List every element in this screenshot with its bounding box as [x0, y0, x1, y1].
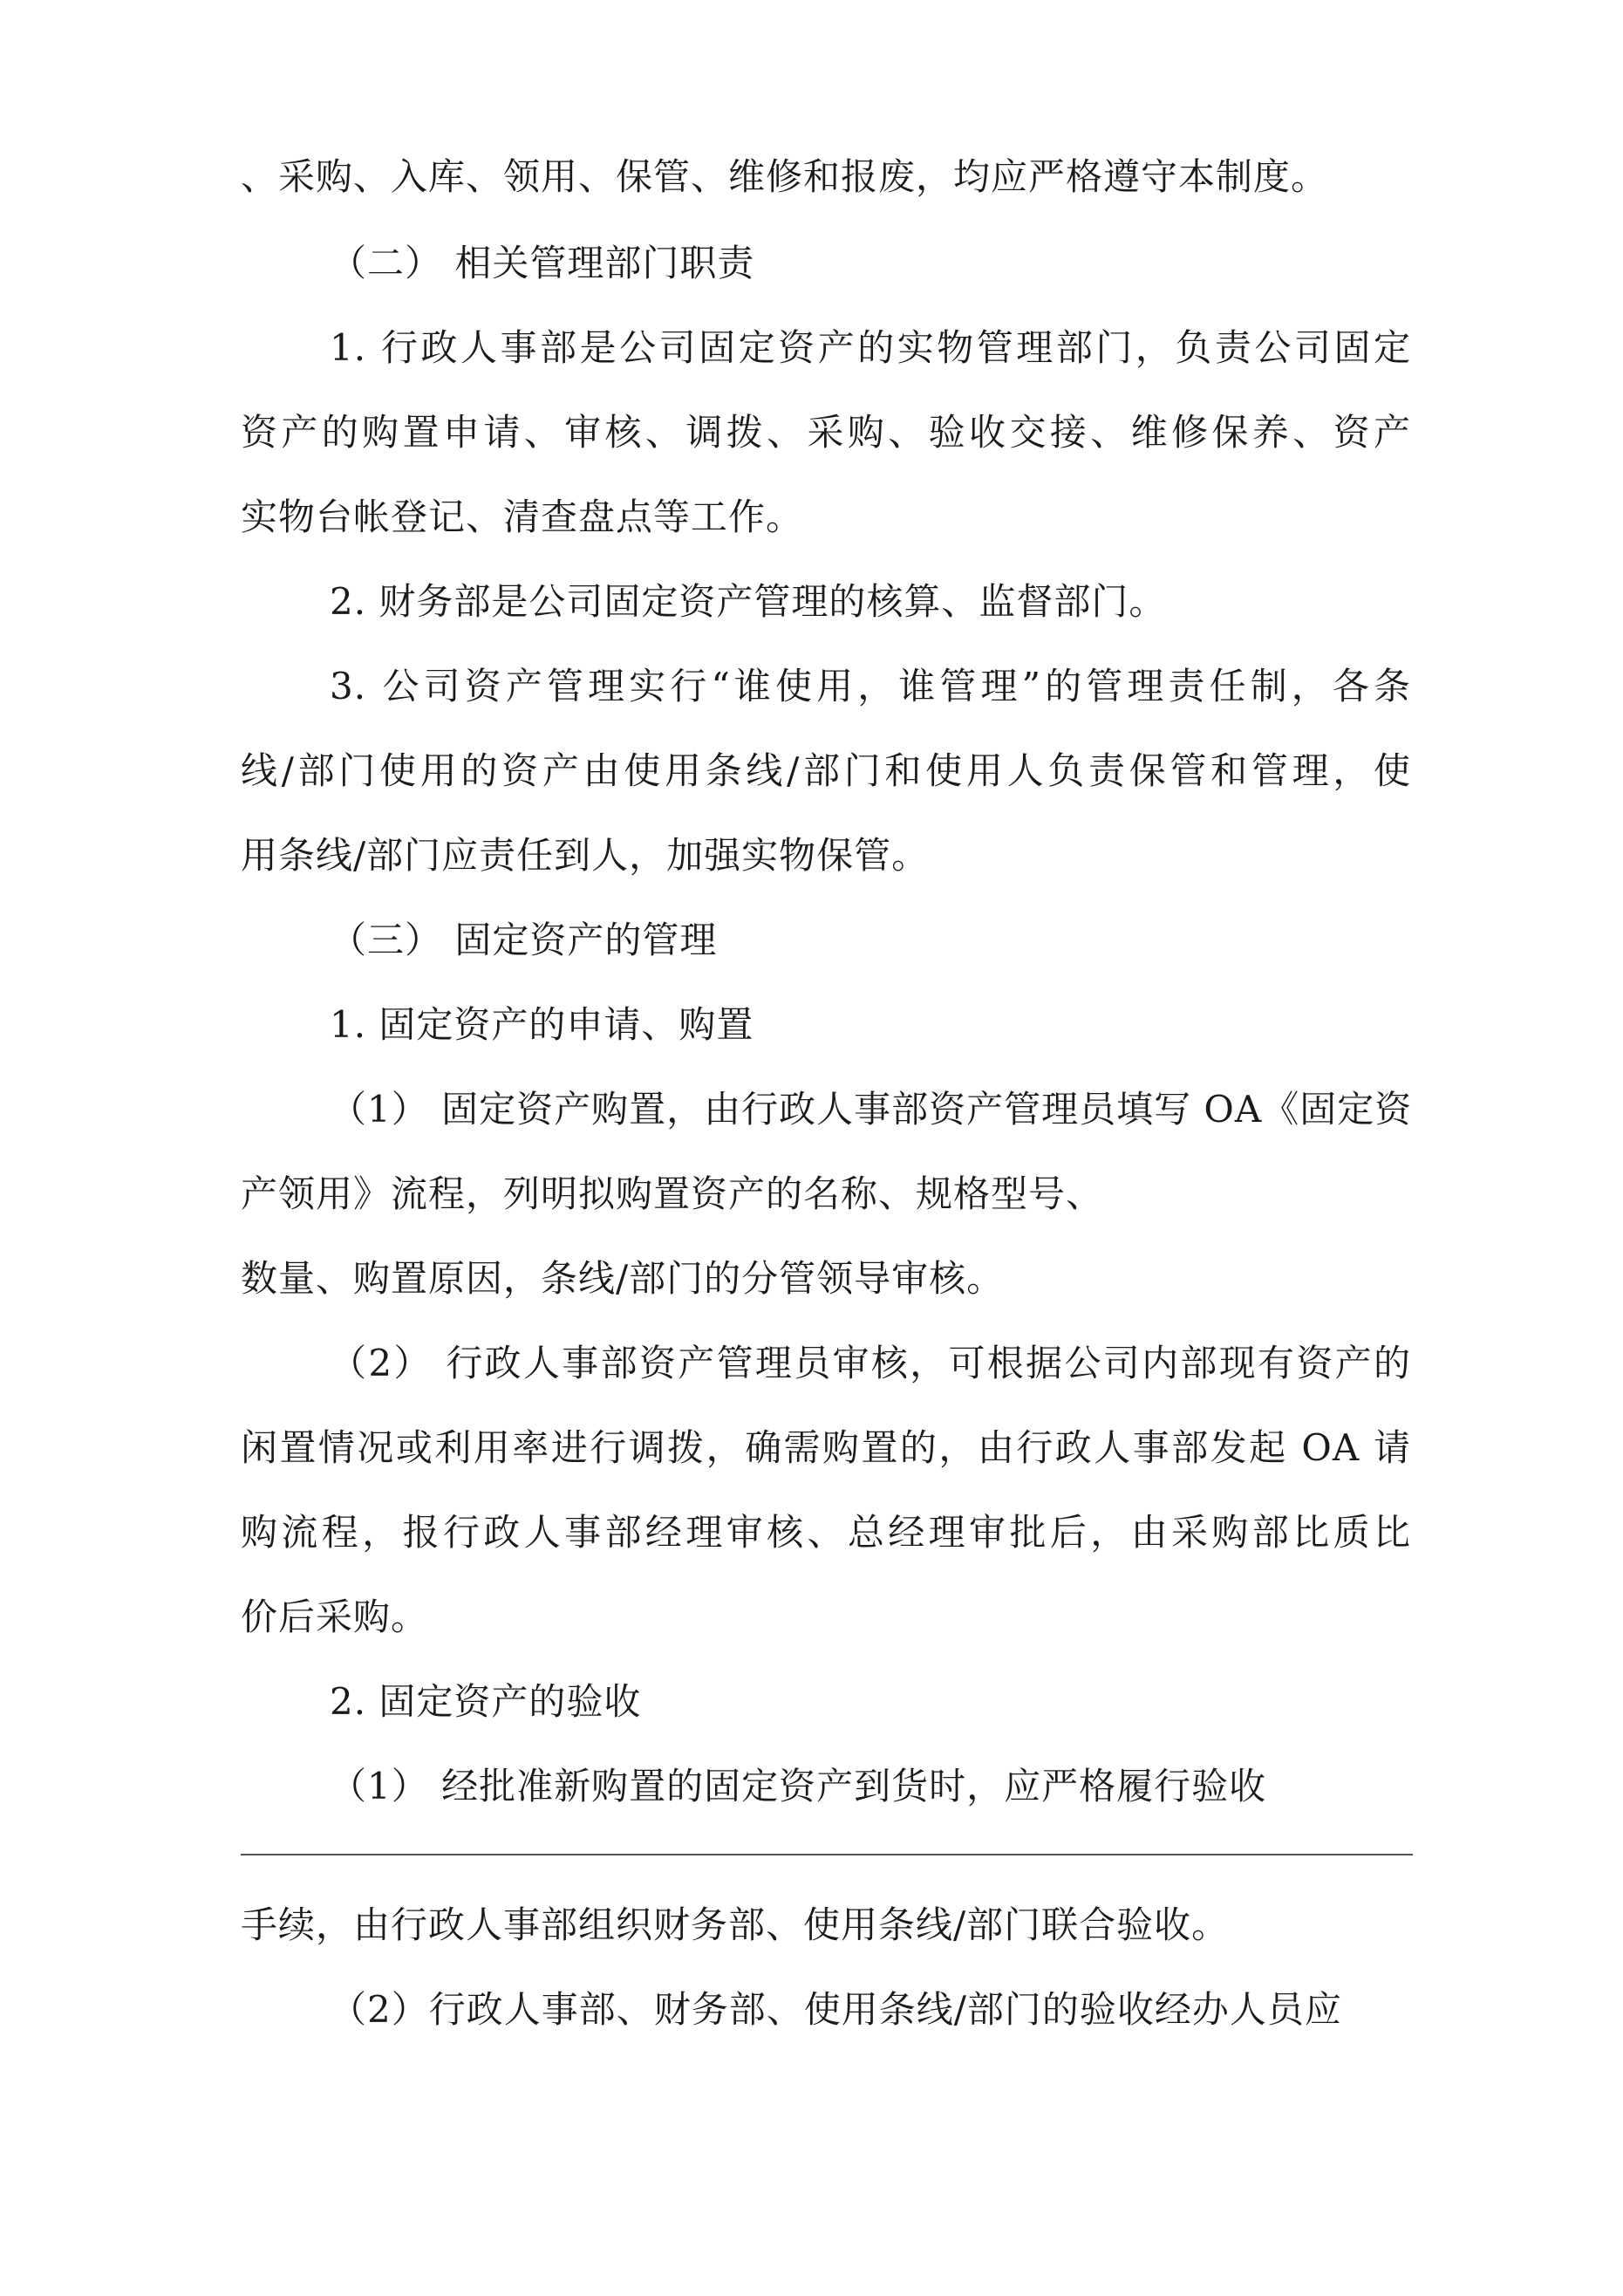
page-divider — [241, 1854, 1413, 1855]
text-line: 实物台帐登记、清查盘点等工作。 — [241, 495, 804, 538]
text-line: （2）行政人事部、财务部、使用条线/部门的验收经办人员应 — [330, 1988, 1342, 2031]
text-line: 1. 行政人事部是公司固定资产的实物管理部门，负责公司固定 — [330, 326, 1411, 369]
text-line: （1） 固定资产购置，由行政人事部资产管理员填写 OA《固定资 — [330, 1088, 1413, 1131]
text-line: 3. 公司资产管理实行“谁使用，谁管理”的管理责任制，各条 — [330, 665, 1411, 707]
text-line: 数量、购置原因，条线/部门的分管领导审核。 — [241, 1257, 1005, 1300]
text-line: 闲置情况或利用率进行调拨，确需购置的，由行政人事部发起 OA 请 — [241, 1426, 1411, 1469]
text-line: 价后采购。 — [241, 1596, 429, 1638]
text-line: 资产的购置申请、审核、调拨、采购、验收交接、维修保养、资产 — [241, 411, 1411, 454]
text-line: 产领用》流程，列明拟购置资产的名称、规格型号、 — [241, 1172, 1104, 1215]
text-line: 、采购、入库、领用、保管、维修和报废，均应严格遵守本制度。 — [241, 155, 1329, 198]
subsection-heading: 1. 固定资产的申请、购置 — [330, 1003, 754, 1046]
section-heading: （二） 相关管理部门职责 — [330, 242, 755, 284]
text-line: （2） 行政人事部资产管理员审核，可根据公司内部现有资产的 — [330, 1342, 1411, 1384]
text-line: 2. 财务部是公司固定资产管理的核算、监督部门。 — [330, 580, 1167, 623]
text-line: 购流程，报行政人事部经理审核、总经理审批后，由采购部比质比 — [241, 1511, 1411, 1554]
text-line: （1） 经批准新购置的固定资产到货时，应严格履行验收 — [330, 1765, 1267, 1807]
text-line: 手续，由行政人事部组织财务部、使用条线/部门联合验收。 — [241, 1903, 1230, 1946]
text-line: 用条线/部门应责任到人，加强实物保管。 — [241, 834, 930, 877]
subsection-heading: 2. 固定资产的验收 — [330, 1680, 642, 1723]
text-line: 线/部门使用的资产由使用条线/部门和使用人负责保管和管理，使 — [241, 749, 1411, 792]
section-heading: （三） 固定资产的管理 — [330, 919, 718, 961]
